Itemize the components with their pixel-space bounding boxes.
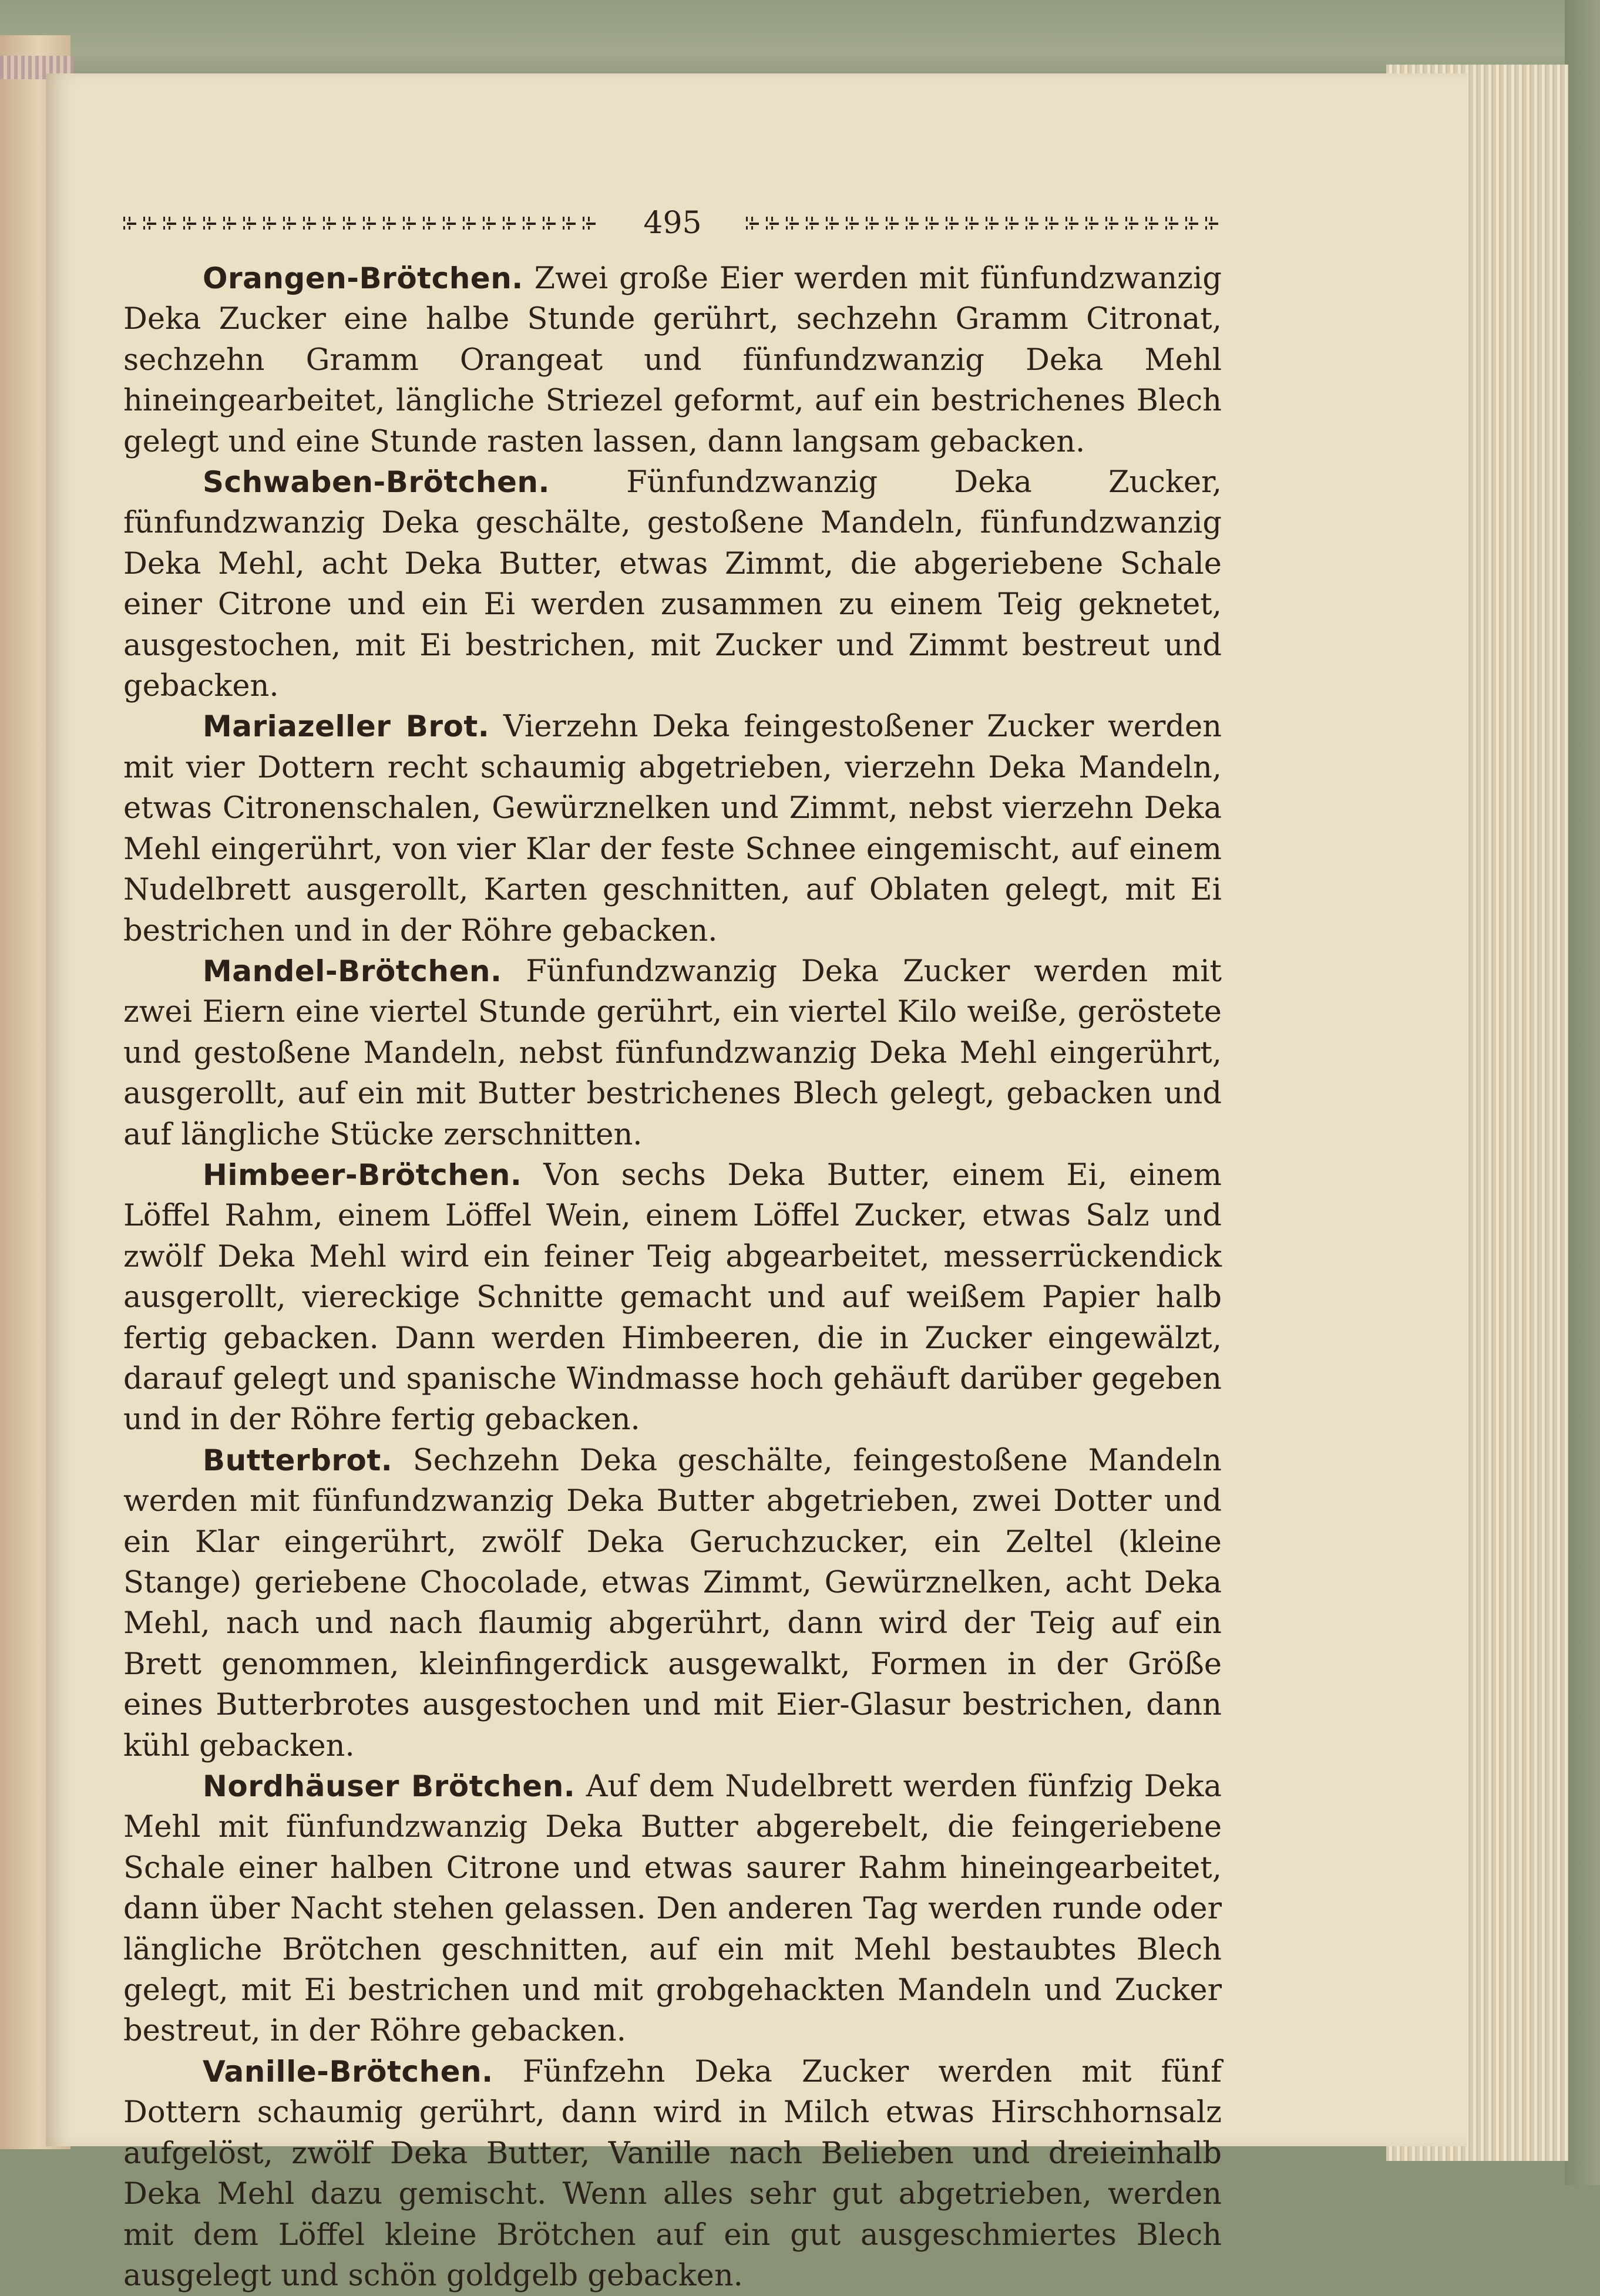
- page-body: [123, 258, 1222, 2296]
- page-header: [123, 203, 1222, 244]
- recipe-text: Sechzehn Deka geschälte, feingestoßene Mandeln werden mit fünfundzwanzig Deka Butter abgetrieben, zwei Dotter und ein Klar eingerührt, zwölf Deka Geruchzucker, ein Zeltel (kleine Stange) geriebene Chocolade, etwas Zimmt, Gewürznelken, acht Deka Mehl, nach und nach flaumig abgerührt, dann wird der Teig auf ein Brett genommen, kleinfingerdick ausgewalkt, Formen in der Größe eines Butterbrotes ausgestochen und mit Eier-Glasur bestrichen, dann kühl gebacken.: [123, 1443, 1222, 1763]
- recipe-paragraph: [123, 1155, 1222, 1440]
- recipe-paragraph: [123, 1440, 1222, 1766]
- recipe-title: Schwaben-Brötchen.: [203, 465, 550, 500]
- recipe-text: Vierzehn Deka feingestoßener Zucker werden mit vier Dottern recht schaumig abgetrieben, vierzehn Deka Mandeln, etwas Citronenschalen, Gewürznelken und Zimmt, nebst vierzehn Deka Mehl eingerührt, von vier Klar der feste Schnee eingemischt, auf einem Nudelbrett ausgerollt, Karten geschnitten, auf Oblaten gelegt, mit Ei bestrichen und in der Röhre gebacken.: [123, 709, 1222, 948]
- right-ornament-rule: [746, 217, 1222, 230]
- recipe-text: Fünfundzwanzig Deka Zucker, fünfundzwanzig Deka geschälte, gestoßene Mandeln, fünfundzwanzig Deka Mehl, acht Deka Butter, etwas Zimmt, die abgeriebene Schale einer Citrone und ein Ei werden zusammen zu einem Teig geknetet, ausgestochen, mit Ei bestrichen, mit Zucker und Zimmt bestreut und gebacken.: [123, 465, 1222, 704]
- recipe-title: Mandel-Brötchen.: [203, 954, 502, 988]
- recipe-paragraph: [123, 2052, 1222, 2296]
- page-number: 495: [643, 206, 702, 241]
- recipe-text: Fünfzehn Deka Zucker werden mit fünf Dottern schaumig gerührt, dann wird in Milch etwas Hirschhornsalz aufgelöst, zwölf Deka Butter, Vanille nach Belieben und dreieinhalb Deka Mehl dazu gemischt. Wenn alles sehr gut abgetrieben, werden mit dem Löffel kleine Brötchen auf ein gut ausgeschmiertes Blech ausgelegt und schön goldgelb gebacken.: [123, 2054, 1222, 2293]
- recipe-paragraph: [123, 706, 1222, 951]
- recipe-title: Orangen-Brötchen.: [203, 261, 523, 295]
- recipe-title: Mariazeller Brot.: [203, 709, 490, 744]
- recipe-title: Vanille-Brötchen.: [203, 2054, 493, 2089]
- left-ornament-rule: [123, 217, 599, 230]
- recipe-text: Fünfundzwanzig Deka Zucker werden mit zwei Eiern eine viertel Stunde gerührt, ein viertel Kilo weiße, geröstete und gestoßene Mandeln, nebst fünfundzwanzig Deka Mehl eingerührt, ausgerollt, auf ein mit Butter bestrichenes Blech gelegt, gebacken und auf längliche Stücke zerschnitten.: [123, 954, 1222, 1152]
- recipe-paragraph: [123, 951, 1222, 1155]
- recipe-text: Auf dem Nudelbrett werden fünfzig Deka Mehl mit fünfundzwanzig Deka Butter abgerebelt, die feingeriebene Schale einer halben Citrone und etwas saurer Rahm hineingearbeitet, dann über Nacht stehen gelassen. Den anderen Tag werden runde oder längliche Brötchen geschnitten, auf ein mit Mehl bestaubtes Blech gelegt, mit Ei bestrichen und mit grobgehackten Mandeln und Zucker bestreut, in der Röhre gebacken.: [123, 1769, 1222, 2049]
- book-cover-right: [1565, 0, 1600, 2185]
- recipe-paragraph: [123, 258, 1222, 462]
- recipe-paragraph: [123, 462, 1222, 706]
- recipe-paragraph: [123, 1766, 1222, 2052]
- recipe-text: Zwei große Eier werden mit fünfundzwanzig Deka Zucker eine halbe Stunde gerührt, sechzehn Gramm Citronat, sechzehn Gramm Orangeat und fünfundzwanzig Deka Mehl hineingearbeitet, längliche Striezel geformt, auf ein bestrichenes Blech gelegt und eine Stunde rasten lassen, dann langsam gebacken.: [123, 261, 1222, 459]
- recipe-title: Butterbrot.: [203, 1443, 393, 1477]
- recipe-title: Nordhäuser Brötchen.: [203, 1769, 576, 1804]
- recipe-text: Von sechs Deka Butter, einem Ei, einem Löffel Rahm, einem Löffel Wein, einem Löffel Zucker, etwas Salz und zwölf Deka Mehl wird ein feiner Teig abgearbeitet, messerrückendick ausgerollt, viereckige Schnitte gemacht und auf weißem Papier halb fertig gebacken. Dann werden Himbeeren, die in Zucker eingewälzt, darauf gelegt und spanische Windmasse hoch gehäuft darüber gegeben und in der Röhre fertig gebacken.: [123, 1157, 1222, 1437]
- recipe-title: Himbeer-Brötchen.: [203, 1157, 522, 1192]
